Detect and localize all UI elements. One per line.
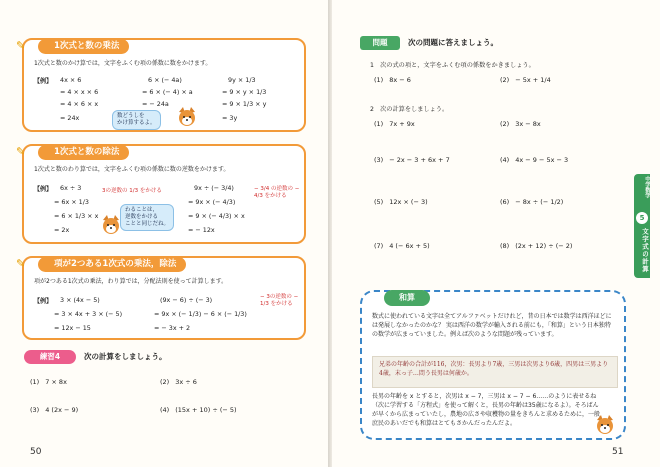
question-item: (6) − 8x ÷ (− 1/2) [500,198,564,206]
question-item: (2) − 5x + 1/4 [500,76,551,84]
problem-badge: 問題 [360,36,400,50]
example-col1-line: = 24x [60,114,80,122]
example-col1-line: = 4 × 6 × x [60,100,99,108]
shiba-dog-icon [100,214,122,236]
question-item: (3) − 2x − 3 + 6x + 7 [374,156,450,164]
section-intro: 項が2つある1次式の乗法，わり算では，分配法則を使って計算します。 [34,278,228,285]
side-tab-title: 文字式の計算 [641,228,649,273]
example-col2-line: = 9x × (− 1/3) − 6 × (− 1/3) [154,310,247,318]
shiba-dog-icon [176,106,198,128]
example-col1-line: = 12x − 15 [54,324,91,332]
side-tab-subject: 中学数学 [644,176,650,198]
practice-badge: 練習4 [24,350,76,364]
column-title: 和算 [384,290,430,306]
practice-question: (2) 3x ÷ 6 [160,378,197,386]
question-item: (5) 12x × (− 3) [374,198,428,206]
section-title: 1次式と数の乗法 [38,39,129,54]
reciprocal-note: − 3/4 の逆数の − 4/3 をかける [254,186,300,199]
section-intro: 1次式と数のかけ算では，文字をふくむ項の係数に数をかけます。 [34,60,212,67]
example-col1-line: = 2x [54,226,70,234]
chapter-side-tab [634,174,650,278]
practice-question: (4) (15x + 10) ÷ (− 5) [160,406,237,414]
hint-bubble: わることは， 逆数をかける ことと同じだね。 [120,204,174,231]
classical-problem-box: 兄弟の年齢の合計が116，次男：長男より7歳，三男は次男より6歳，四男は三男より4歳，末っ子…問う長男は何歳か。 [372,356,618,388]
section-title: 1次式と数の除法 [38,145,129,160]
hint-bubble: 数どうしを かけ算するよ。 [112,110,161,130]
example-col2-line: 6 × (− 4a) [148,76,182,84]
section-intro: 1次式と数のわり算では，文字をふくむ項の係数に数の逆数をかけます。 [34,166,230,173]
column-paragraph: 数式に使われている文字は全てアルファベットだけれど，昔の日本では数学は西洋ほどには発展しなかったのかな？ 実は西洋の数学が輸入される前にも，「和算」という日本独特の数学が広まっていました。例えば次のような問題が残っています。 [372,313,612,338]
pencil-icon: ✎ [16,39,26,52]
section-division [16,144,306,244]
example-tag: 【例】 [34,298,53,305]
question-item: (4) 4x − 9 − 5x − 3 [500,156,569,164]
question-item: (8) (2x + 12) ÷ (− 2) [500,242,573,250]
question-title: 1 次の式の項と，文字をふくむ項の係数をかきましょう。 [370,62,535,69]
side-tab-number: 5 [636,212,648,224]
page-number: 51 [612,447,624,457]
example-col3-line: 9y × 1/3 [228,76,256,84]
example-tag: 【例】 [34,186,53,193]
example-col2-line: = − 3x + 2 [154,324,191,332]
example-col2-line: = − 24a [142,100,169,108]
problem-instruction: 次の問題に答えましょう。 [408,38,498,47]
example-col1-line: 3 × (4x − 5) [60,296,100,304]
reciprocal-note: − 3の逆数の − 1/3 をかける [260,294,299,307]
question-item: (1) 7x + 9x [374,120,415,128]
practice-instruction: 次の計算をしましょう。 [84,352,167,361]
example-tag: 【例】 [34,78,53,85]
example-col1-line: = 6 × 1/3 × x [54,212,99,220]
column-paragraph: 長男の年齢を x とすると，次男は x − 7，三男は x − 7 − 6……のように表せるね（次に学習する「方程式」を使って解くと，長男の年齢は35歳になるよ）。そろばんが早くから広まっていたし，農地の広さや収穫物の量をきちんと求めるために，一般庶民のあいだでも和算はとてもさかんだったんだよ。 [372,393,601,427]
question-item: (7) 4 (− 6x + 5) [374,242,430,250]
example-col3-line: = 3y [222,114,238,122]
section-title: 項が2つある1次式の乗法，除法 [38,257,186,272]
example-col2-line: (9x − 6) ÷ (− 3) [160,296,213,304]
page-number: 50 [30,447,42,457]
reciprocal-note: 3の逆数の 1/3 をかける [102,188,162,194]
pencil-icon: ✎ [16,257,26,270]
question-item: (1) 8x − 6 [374,76,411,84]
section-multiplication [16,38,306,132]
question-item: (2) 3x − 8x [500,120,541,128]
example-col3-line: = 9 × 1/3 × y [222,100,267,108]
example-col1-line: 6x ÷ 3 [60,184,82,192]
practice-question: (1) 7 × 8x [30,378,67,386]
example-col1-line: = 3 × 4x + 3 × (− 5) [54,310,123,318]
pencil-icon: ✎ [16,145,26,158]
example-col2-line: = − 12x [188,226,215,234]
example-col2-line: 9x ÷ (− 3/4) [194,184,234,192]
example-col1-line: = 4 × x × 6 [60,88,99,96]
left-page [0,0,328,467]
wasan-column [360,290,626,440]
practice-header [24,350,310,364]
example-col2-line: = 9 × (− 4/3) × x [188,212,245,220]
question-title: 2 次の計算をしましょう。 [370,106,449,113]
shiba-dog-icon [594,414,616,436]
example-col3-line: = 9 × y × 1/3 [222,88,267,96]
example-col2-line: = 9x × (− 4/3) [188,198,236,206]
example-col1-line: = 6x × 1/3 [54,198,89,206]
practice-question: (3) 4 (2x − 9) [30,406,79,414]
example-col1-line: 4x × 6 [60,76,82,84]
section-two-term [16,256,306,340]
example-col2-line: = 6 × (− 4) × a [142,88,193,96]
